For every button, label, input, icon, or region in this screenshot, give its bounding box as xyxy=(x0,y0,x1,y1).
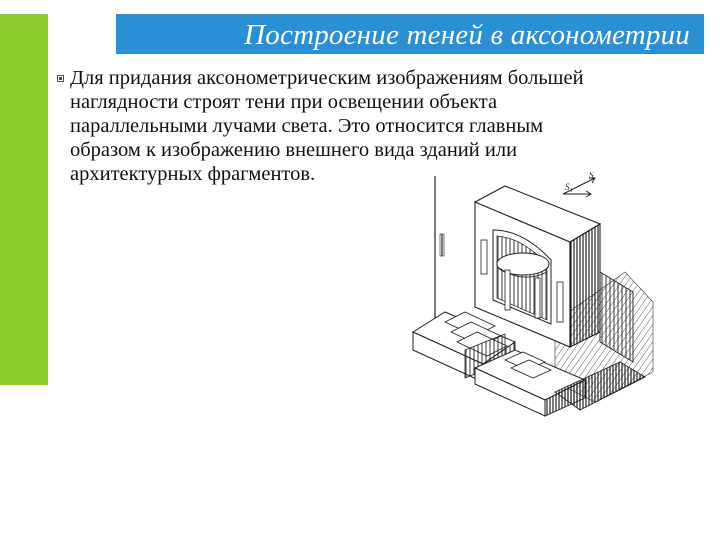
bullet-line: Для придания аксонометрическим изображениям большей xyxy=(70,67,584,89)
axonometric-building-illustration xyxy=(405,172,657,434)
left-accent-top-gap xyxy=(0,0,48,14)
bullet-line: наглядности строят тени при освещении объекта xyxy=(70,91,498,113)
column xyxy=(505,270,510,310)
slide-title: Построение теней в аксонометрии xyxy=(244,19,690,51)
bullet-line: архитектурных фрагментов. xyxy=(70,163,316,185)
bullet-line: параллельными лучами света. Это относится главным xyxy=(70,115,544,137)
ray-projection-label: S₁ xyxy=(565,182,573,192)
bullet-line: образом к изображению внешнего вида зданий или xyxy=(70,139,518,161)
column xyxy=(535,278,540,318)
window-slot xyxy=(481,240,487,274)
ray-label: S xyxy=(589,172,594,180)
window-slot xyxy=(557,282,563,322)
pole-shadow xyxy=(440,234,444,256)
main-wall-side-shadow xyxy=(570,224,600,347)
left-accent-bar xyxy=(0,0,48,385)
title-band xyxy=(116,14,704,54)
bullet-marker-icon xyxy=(57,75,64,82)
bullet-paragraph xyxy=(70,66,690,186)
